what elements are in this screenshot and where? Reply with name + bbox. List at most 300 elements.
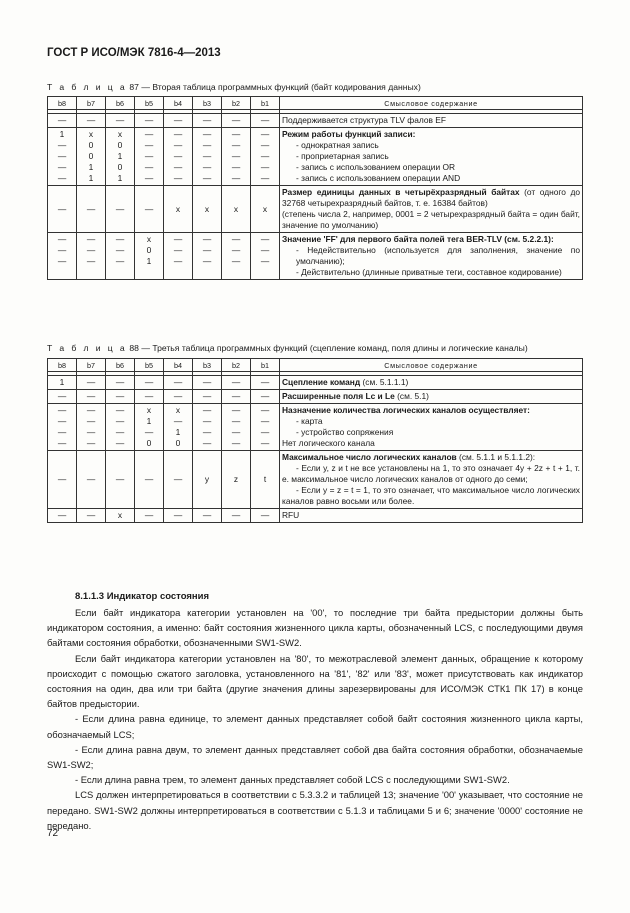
bit-cell [135,451,164,509]
description-tail: (см. 5.1.1.1) [360,377,409,387]
description-line [282,245,580,267]
bit-cell [193,128,222,186]
column-header-b8: b8 [48,97,77,110]
column-header-b2: b2 [222,97,251,110]
description-text: - Если y = z = t = 1, то это означает, что максимальное число логических каналов равно восьми или более. [282,485,580,506]
bit-cell [251,509,280,523]
bit-value: — [260,173,270,183]
bit-cell [222,376,251,390]
bit-value: — [173,140,183,150]
bit-value: — [57,245,67,255]
bit-value: — [144,162,154,172]
table-row [48,390,583,404]
bit-value: — [231,416,241,426]
bit-cell [193,186,222,233]
description-tail: (от одного до 32768 четырехразрядный байтов, т. е. 16384 байтов) [282,187,580,208]
bit-value: — [115,203,125,214]
bit-value: y [204,474,210,484]
bit-value: — [231,129,241,139]
description-text: - проприетарная запись [296,151,389,161]
page-number: 72 [47,828,59,839]
bit-value: — [231,173,241,183]
bit-value: — [260,256,270,266]
bit-value: — [86,427,96,437]
bit-cell [164,509,193,523]
bit-cell [48,451,77,509]
table-caption-number: 87 [129,82,139,92]
column-header-description: Смысловое содержание [280,359,583,372]
bit-value: z [233,474,239,484]
bit-value: — [231,140,241,150]
description-text: - Если y, z и t не все установлены на 1, то это означает 4y + 2z + t + 1, т. е. максимальное число логических каналов от одного до семи; [282,463,580,484]
bit-cell [222,128,251,186]
bit-value: — [86,510,96,520]
bit-value: — [86,203,96,214]
column-header-b8: b8 [48,359,77,372]
bit-value: — [231,162,241,172]
bit-value: 1 [146,416,152,426]
bit-cell [164,186,193,233]
bit-value: — [202,438,212,448]
description-cell [280,233,583,280]
table88-caption [47,343,528,353]
bit-cell [48,509,77,523]
bit-value: — [231,427,241,437]
bit-value: — [260,129,270,139]
bit-value: — [57,256,67,266]
bit-cell [251,376,280,390]
bit-value: — [202,162,212,172]
bit-value: t [263,474,267,484]
description-cell [280,390,583,404]
bit-value: — [202,129,212,139]
bit-value: — [86,438,96,448]
bit-value: 0 [88,140,94,150]
bit-value: — [57,510,67,520]
bit-value: — [115,391,125,401]
bit-value: — [260,438,270,448]
bit-value: 1 [59,377,65,387]
bit-cell [106,128,135,186]
bit-cell [48,404,77,451]
bit-value: — [86,416,96,426]
description-text: Нет логического канала [282,438,375,448]
description-line [282,405,580,416]
bit-value: — [57,140,67,150]
column-header-b4: b4 [164,97,193,110]
bit-cell [135,128,164,186]
description-cell [280,509,583,523]
bit-value: — [57,416,67,426]
bit-cell [193,390,222,404]
bit-value: — [57,405,67,415]
description-text: Значение 'FF' для первого байта полей тега BER-TLV (см. 5.2.2.1): [282,234,554,244]
bit-value: — [173,173,183,183]
bit-cell [106,404,135,451]
bit-value: — [173,391,183,401]
bit-value: — [231,151,241,161]
description-line [282,510,580,521]
table-87 [47,96,583,280]
bit-value: 1 [88,173,94,183]
bit-value: — [173,245,183,255]
bit-cell [135,509,164,523]
column-header-description: Смысловое содержание [280,97,583,110]
description-text: - карта [296,416,323,426]
bit-cell [164,114,193,128]
bit-value: — [57,427,67,437]
bit-value: — [231,234,241,244]
bit-value: 0 [117,140,123,150]
description-line [282,234,580,245]
bit-cell [251,186,280,233]
description-text: - устройство сопряжения [296,427,394,437]
bit-value: — [115,115,125,125]
bit-value: — [260,151,270,161]
bit-cell [106,390,135,404]
bit-cell [135,376,164,390]
bit-value: 0 [146,245,152,255]
bit-value: — [202,377,212,387]
description-line [282,391,580,402]
bit-cell [48,233,77,280]
bit-value: — [231,115,241,125]
description-text: - Недействительно (используется для заполнения, значение по умолчанию); [296,245,580,266]
bit-cell [193,509,222,523]
description-line [282,377,580,388]
bit-cell [48,390,77,404]
description-text: - запись с использованием операции AND [296,173,461,183]
bit-value: — [86,377,96,387]
bit-value: — [57,234,67,244]
bit-value: — [57,151,67,161]
description-tail: (см. 5.1.1 и 5.1.1.2): [456,452,536,462]
table-row [48,186,583,233]
section-body [47,605,583,833]
bit-value: — [231,377,241,387]
description-text: Расширенные поля Lc и Le [282,391,395,401]
description-tail: (см. 5.1) [394,391,429,401]
description-text: Сцепление команд [282,377,361,387]
column-header-b3: b3 [193,97,222,110]
bit-cell [48,128,77,186]
paragraph: - Если длина равна двум, то элемент данных представляет собой два байта состояния обработки, обозначаемые SW1-SW2; [47,743,583,771]
bit-value: x [175,405,181,415]
bit-value: — [173,510,183,520]
bit-cell [222,509,251,523]
bit-cell [77,376,106,390]
description-line [282,452,580,463]
bit-value: — [144,391,154,401]
bit-cell [222,390,251,404]
bit-value: — [144,377,154,387]
description-line [282,416,580,427]
bit-cell [193,233,222,280]
description-text: - Действительно (длинные приватные теги, составное кодирование) [296,267,562,277]
bit-value: — [202,416,212,426]
bit-value: — [202,391,212,401]
column-header-b3: b3 [193,359,222,372]
bit-value: — [202,510,212,520]
bit-cell [135,404,164,451]
bit-cell [77,390,106,404]
table-row [48,376,583,390]
bit-cell [48,376,77,390]
bit-value: 1 [146,256,152,266]
description-line [282,463,580,485]
column-header-b5: b5 [135,97,164,110]
table-caption-number: 88 [129,343,139,353]
bit-value: — [260,405,270,415]
description-line [282,485,580,507]
bit-cell [222,114,251,128]
bit-cell [77,233,106,280]
bit-value: x [146,234,152,244]
bit-value: — [260,115,270,125]
bit-cell [77,114,106,128]
bit-value: — [86,234,96,244]
bit-cell [77,128,106,186]
paragraph: LCS должен интерпретироваться в соответствии с 5.3.3.2 и таблицей 13; значение '00' указывает, что состояние не передано. SW1-SW2 должны интерпретироваться в соответствии с 5.1.3 и таблицами 5 и 6; значение '0000' состояние не передано. [47,789,583,831]
bit-value: 1 [117,173,123,183]
column-header-b7: b7 [77,359,106,372]
bit-value: — [260,234,270,244]
bit-value: — [144,427,154,437]
bit-cell [193,114,222,128]
bit-cell [106,233,135,280]
description-line [282,209,580,231]
column-header-b6: b6 [106,97,135,110]
bit-value: — [202,405,212,415]
bit-cell [222,186,251,233]
description-line [282,187,580,209]
bit-value: — [260,416,270,426]
paragraph: - Если длина равна единице, то элемент данных представляет собой байт состояния жизненного цикла карты, обозначаемый LCS; [47,713,583,740]
bit-value: — [57,162,67,172]
bit-cell [251,114,280,128]
column-header-b4: b4 [164,359,193,372]
bit-cell [222,404,251,451]
bit-value: — [231,510,241,520]
bit-cell [77,451,106,509]
description-line [282,173,580,184]
description-line [282,151,580,162]
description-line [282,115,580,126]
bit-value: — [57,391,67,401]
bit-cell [193,451,222,509]
description-line [282,427,580,438]
description-text: - запись с использованием операции OR [296,162,456,172]
bit-value: — [173,115,183,125]
bit-value: — [57,474,67,484]
column-header-b5: b5 [135,359,164,372]
column-header-b1: b1 [251,97,280,110]
description-cell [280,451,583,509]
bit-value: 1 [117,151,123,161]
bit-value: — [202,427,212,437]
paragraph: - Если длина равна трем, то элемент данных представляет собой LCS с последующими SW1-SW2. [75,774,510,786]
description-line [282,267,580,278]
bit-value: 1 [175,427,181,437]
bit-value: — [144,115,154,125]
table-88 [47,358,583,523]
bit-value: — [144,474,154,484]
bit-value: — [260,377,270,387]
bit-cell [106,376,135,390]
table-row [48,114,583,128]
bit-value: — [57,115,67,125]
bit-value: — [231,405,241,415]
bit-value: — [86,245,96,255]
description-text: Режим работы функций записи: [282,129,416,139]
bit-cell [164,128,193,186]
table-caption-text: — Третья таблица программных функций (сцепление команд, поля длины и логические каналы) [141,343,528,353]
bit-value: — [173,416,183,426]
table-caption-text: — Вторая таблица программных функций (байт кодирования данных) [141,82,421,92]
bit-value: 0 [175,438,181,448]
bit-value: — [115,438,125,448]
bit-value: x [146,405,152,415]
bit-cell [77,509,106,523]
bit-cell [222,233,251,280]
description-text: - однократная запись [296,140,379,150]
bit-cell [164,376,193,390]
table-caption-label: Т а б л и ц а [47,82,127,92]
bit-cell [106,186,135,233]
bit-value: — [231,391,241,401]
bit-cell [48,114,77,128]
bit-value: — [173,234,183,244]
description-text: Размер единицы данных в четырёхразрядный байтах [282,187,520,197]
bit-value: — [115,234,125,244]
column-header-b2: b2 [222,359,251,372]
bit-value: — [144,173,154,183]
description-cell [280,404,583,451]
bit-cell [106,451,135,509]
bit-cell [135,390,164,404]
bit-value: — [260,140,270,150]
bit-cell [164,390,193,404]
bit-value: — [86,405,96,415]
bit-value: x [117,129,123,139]
document-header: ГОСТ Р ИСО/МЭК 7816-4—2013 [47,47,221,59]
bit-value: 0 [117,162,123,172]
bit-value: — [115,256,125,266]
bit-value: — [144,203,154,214]
bit-value: — [57,173,67,183]
bit-value: — [231,438,241,448]
bit-value: — [173,474,183,484]
bit-value: — [173,256,183,266]
bit-value: — [260,162,270,172]
bit-value: — [144,510,154,520]
bit-value: — [115,474,125,484]
bit-cell [251,128,280,186]
column-header-b6: b6 [106,359,135,372]
description-text: Назначение количества логических каналов осуществляет: [282,405,530,415]
bit-value: — [57,438,67,448]
table-row [48,509,583,523]
bit-value: — [173,377,183,387]
bit-value: — [86,391,96,401]
bit-value: 1 [59,129,65,139]
description-line [282,438,580,449]
paragraph: Если байт индикатора категории установлен на '80', то межотраслевой элемент данных, обращение к которому происходит с помощью сжатого заголовка, установленного на '81', '82' или '83', может присутствовать как индикатор состояния на один, два или три байта (другие значения длины зарезервированы для ИСО/МЭК СТК1 ПК 17) в конце байтов предыстории. [47,652,583,710]
bit-cell [135,233,164,280]
table-row [48,404,583,451]
column-header-b7: b7 [77,97,106,110]
bit-value: 0 [88,151,94,161]
bit-value: — [144,140,154,150]
bit-value: — [260,391,270,401]
bit-value: — [202,234,212,244]
description-cell [280,376,583,390]
description-text: Максимальное число логических каналов [282,452,457,462]
bit-value: — [260,245,270,255]
bit-value: — [202,115,212,125]
bit-cell [164,451,193,509]
bit-value: — [260,510,270,520]
bit-value: x [117,510,123,520]
bit-cell [164,404,193,451]
bit-value: — [202,245,212,255]
bit-cell [135,114,164,128]
bit-value: — [173,162,183,172]
bit-value: — [115,245,125,255]
bit-value: — [202,256,212,266]
bit-value: — [115,377,125,387]
description-cell [280,114,583,128]
bit-value: — [173,129,183,139]
paragraph: Если байт индикатора категории установлен на '00', то последние три байта предыстории должны быть индикатором состояния, а именно: байт состояния жизненного цикла карты, обозначенный LCS, с последующими двумя байтами состояния обработки, обозначенными SW1-SW2. [47,607,583,649]
description-text: RFU [282,510,300,520]
bit-cell [251,404,280,451]
bit-cell [106,509,135,523]
bit-value: x [233,203,239,214]
bit-cell [48,186,77,233]
section-title: 8.1.1.3 Индикатор состояния [75,591,210,602]
bit-value: — [173,151,183,161]
description-line [282,162,580,173]
bit-value: — [86,256,96,266]
bit-value: — [231,245,241,255]
table-caption-label: Т а б л и ц а [47,343,127,353]
bit-cell [251,390,280,404]
bit-value: — [202,140,212,150]
bit-value: — [115,416,125,426]
bit-value: x [88,129,94,139]
bit-value: — [202,151,212,161]
bit-value: — [260,427,270,437]
bit-cell [251,451,280,509]
column-header-b1: b1 [251,359,280,372]
bit-value: — [86,115,96,125]
description-text: (степень числа 2, например, 0001 = 2 четырехразрядный байта = один байт, значение по умолчанию) [282,209,580,230]
table87-caption [47,82,421,92]
bit-value: x [175,203,181,214]
bit-value: — [57,203,67,214]
bit-cell [77,186,106,233]
description-line [282,129,580,140]
bit-cell [164,233,193,280]
description-text: Поддерживается структура TLV фалов EF [282,115,446,125]
bit-value: 1 [88,162,94,172]
bit-value: x [262,203,268,214]
bit-value: — [144,129,154,139]
bit-cell [135,186,164,233]
description-cell [280,186,583,233]
bit-cell [222,451,251,509]
